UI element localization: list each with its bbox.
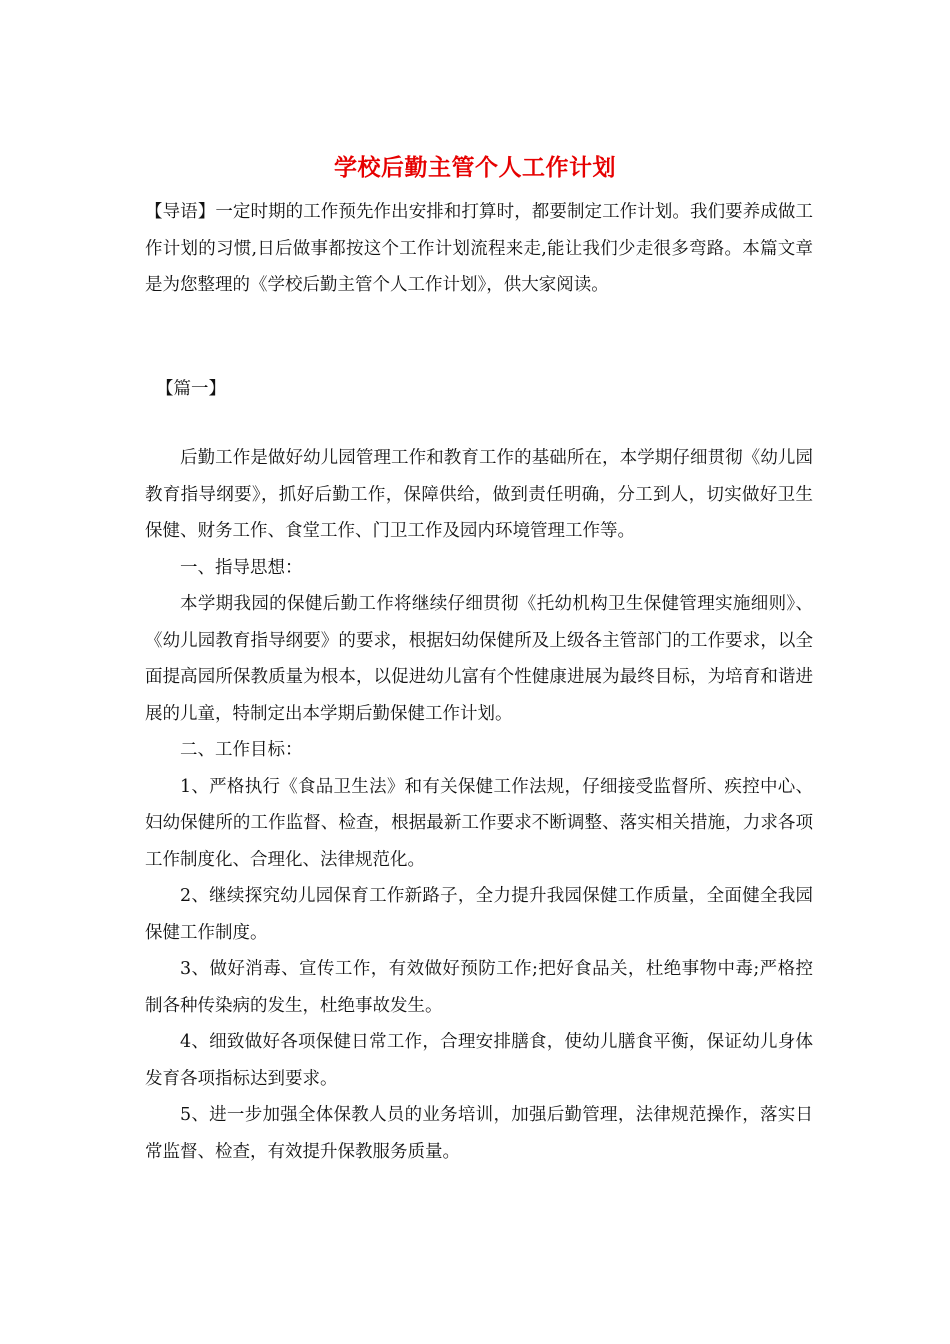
list-item: 2、继续探究幼儿园保育工作新路子，全力提升我园保健工作质量，全面健全我园保健工作制度。 xyxy=(145,886,813,943)
document-title: 学校后勤主管个人工作计划 xyxy=(334,154,616,181)
list-item: 4、细致做好各项保健日常工作，合理安排膳食，使幼儿膳食平衡，保证幼儿身体发育各项指标达到要求。 xyxy=(145,1032,813,1089)
subheading-guiding-thought: 一、指导思想： xyxy=(180,557,303,578)
subheading-work-goals: 二、工作目标： xyxy=(180,740,303,760)
body-text xyxy=(145,440,813,1170)
intro-paragraph: 【导语】一定时期的工作预先作出安排和打算时，都要制定工作计划。我们要养成做工作计划的习惯,日后做事都按这个工作计划流程来走,能让我们少走很多弯路。本篇文章是为您整理的《学校后勤主管个人工作计划》，供大家阅读。 xyxy=(145,202,813,295)
body-paragraph: 本学期我园的保健后勤工作将继续仔细贯彻《托幼机构卫生保健管理实施细则》、《幼儿园教育指导纲要》的要求，根据妇幼保健所及上级各主管部门的工作要求，以全面提高园所保教质量为根本，以促进幼儿富有个性健康进展为最终目标，为培育和谐进展的儿童，特制定出本学期后勤保健工作计划。 xyxy=(145,594,813,724)
list-item: 1、严格执行《食品卫生法》和有关保健工作法规，仔细接受监督所、疾控中心、妇幼保健所的工作监督、检查，根据最新工作要求不断调整、落实相关措施，力求各项工作制度化、合理化、法律规范化。 xyxy=(145,776,813,870)
list-item: 5、进一步加强全体保教人员的业务培训，加强后勤管理，法律规范操作，落实日常监督、检查，有效提升保教服务质量。 xyxy=(145,1105,813,1162)
body-paragraph: 后勤工作是做好幼儿园管理工作和教育工作的基础所在，本学期仔细贯彻《幼儿园教育指导纲要》，抓好后勤工作，保障供给，做到责任明确，分工到人，切实做好卫生保健、财务工作、食堂工作、门卫工作及园内环境管理工作等。 xyxy=(145,448,813,541)
list-item: 3、做好消毒、宣传工作，有效做好预防工作;把好食品关，杜绝事物中毒;严格控制各种传染病的发生，杜绝事故发生。 xyxy=(145,959,813,1016)
section-heading: 【篇一】 xyxy=(156,379,226,399)
